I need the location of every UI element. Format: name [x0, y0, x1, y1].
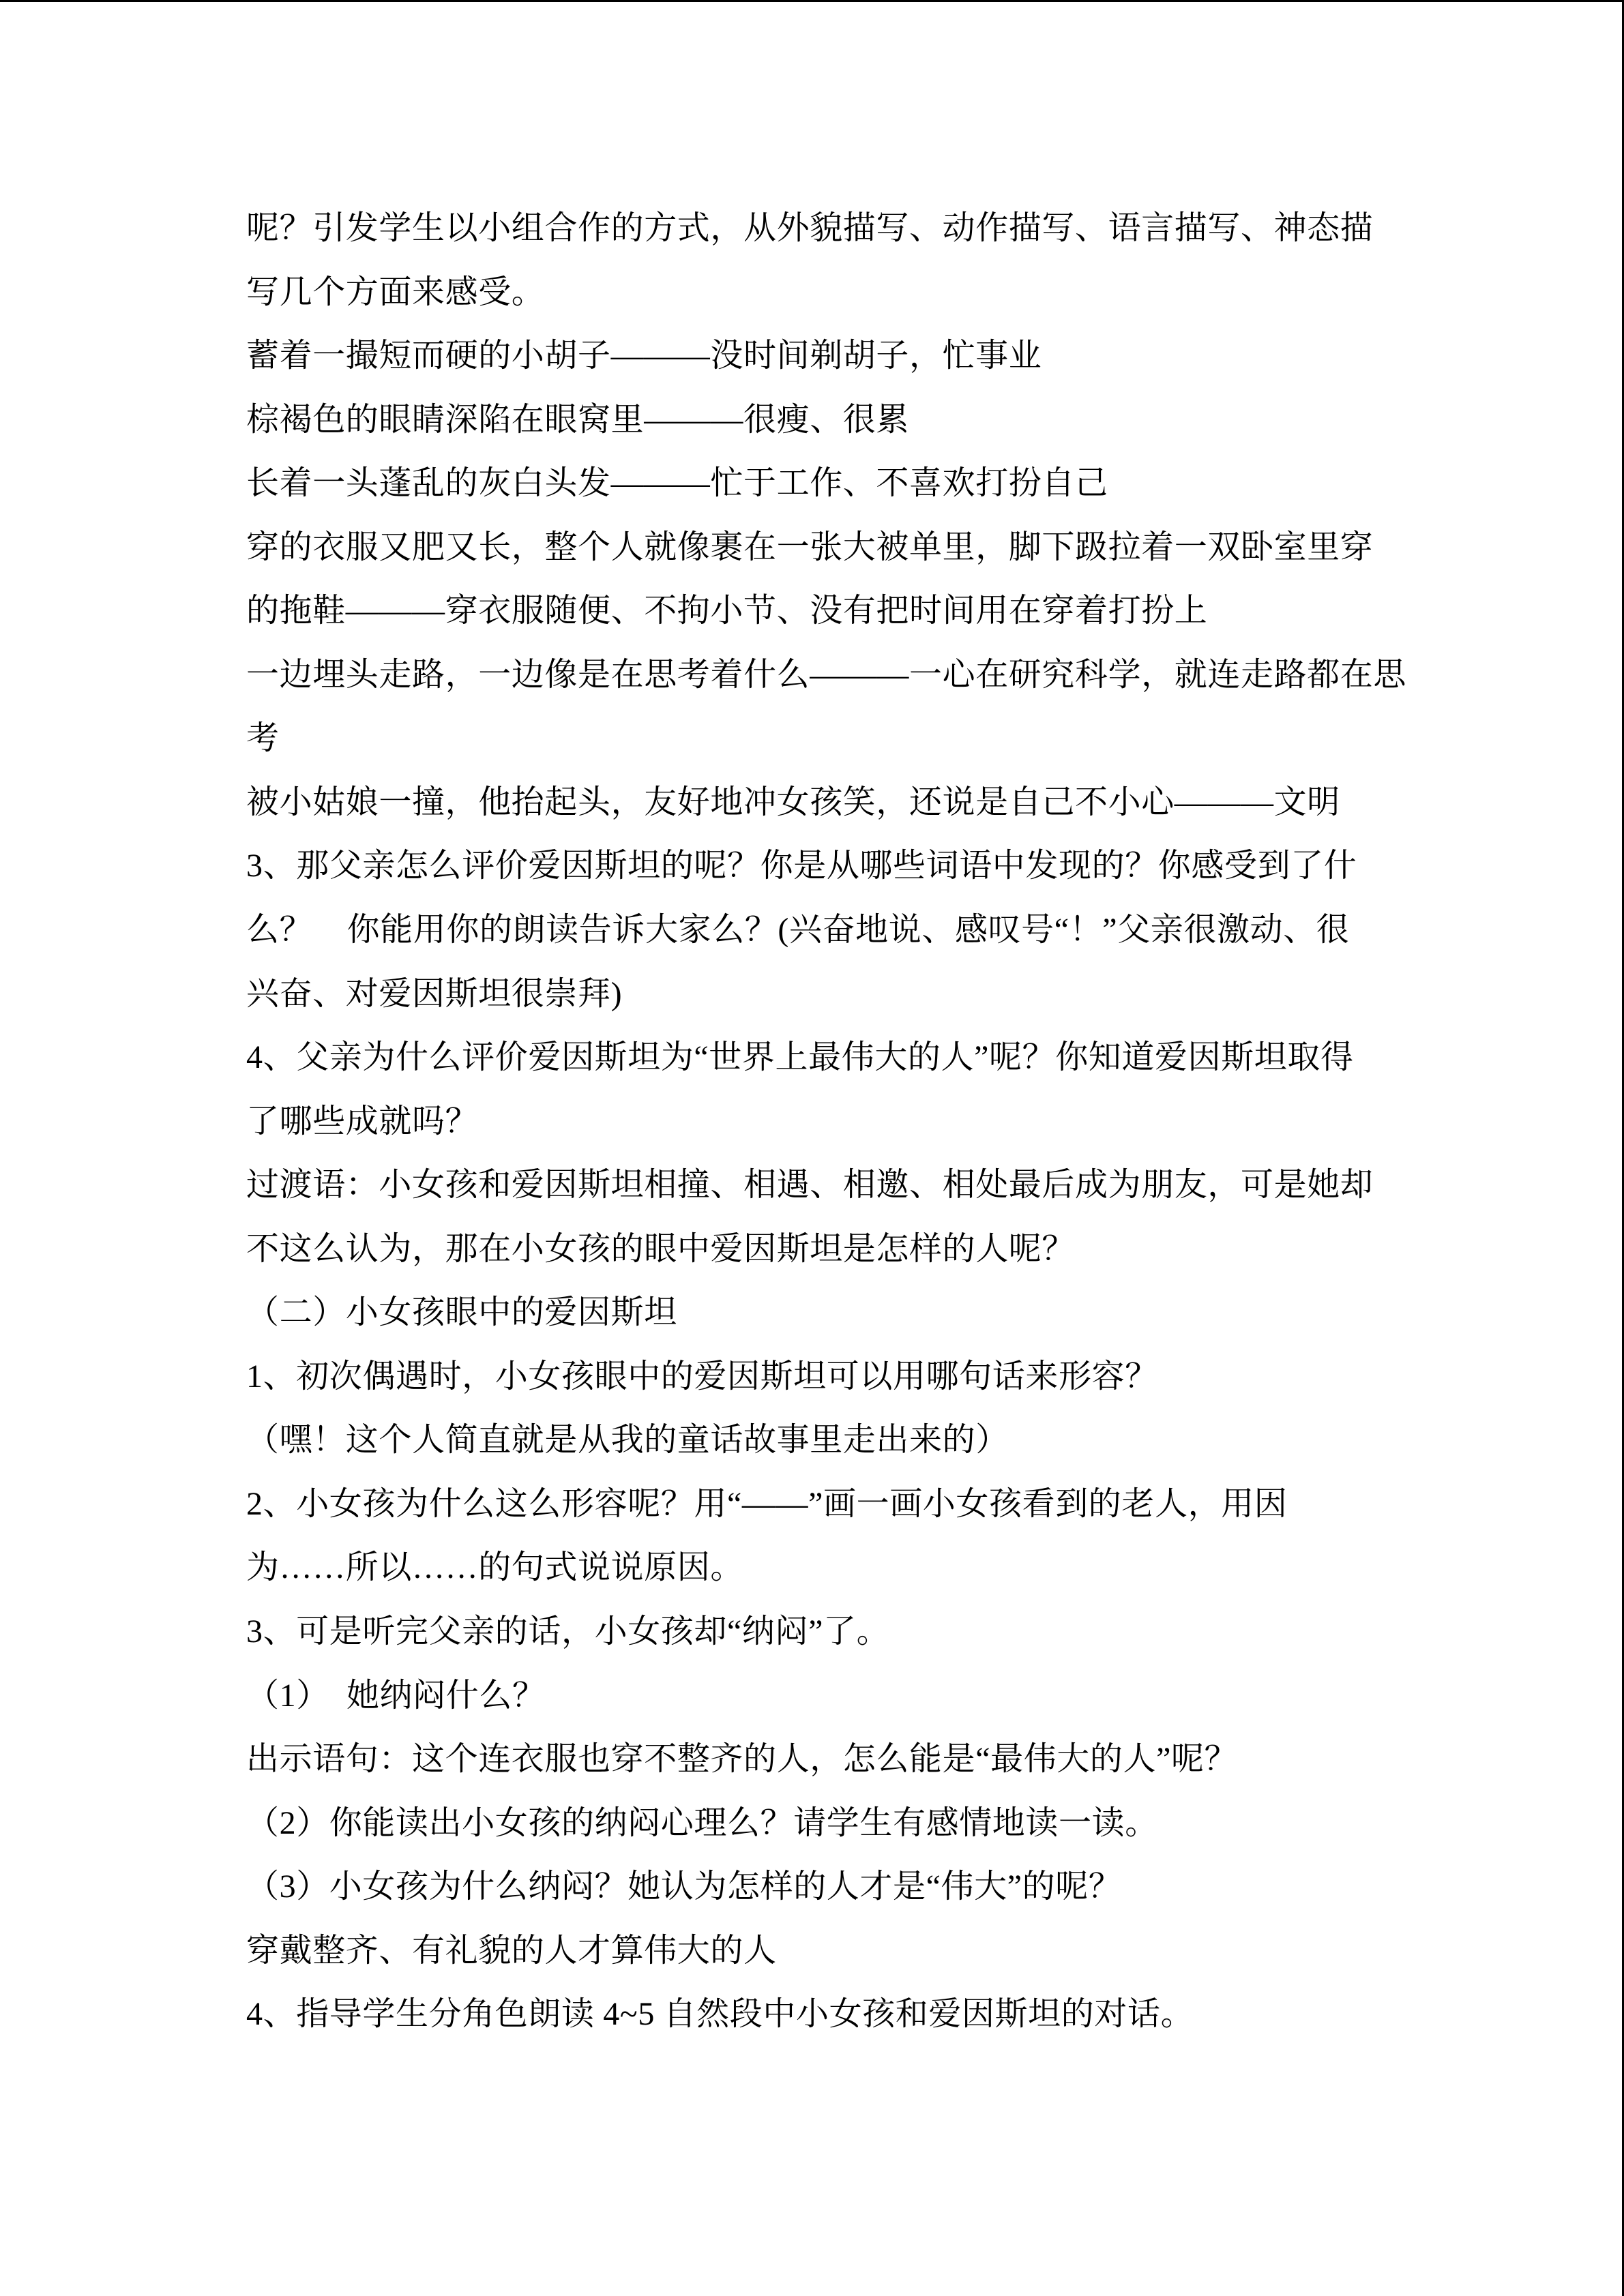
sub-question-line: （2）你能读出小女孩的纳闷心理么？请学生有感情地读一读。 — [246, 1804, 1158, 1841]
question-line: 2、小女孩为什么这么形容呢？用“——”画一画小女孩看到的老人，用因 — [246, 1485, 1288, 1522]
text-line: 出示语句：这个连衣服也穿不整齐的人，怎么能是“最伟大的人”呢？ — [246, 1741, 1238, 1778]
text-line: （嘿！这个人简直就是从我的童话故事里走出来的） — [246, 1422, 1009, 1459]
text-line: 写几个方面来感受。 — [246, 273, 545, 310]
text-line: 蓄着一撮短而硬的小胡子———没时间剃胡子，忙事业 — [246, 338, 1042, 374]
text-line: 么？ 你能用你的朗读告诉大家么？(兴奋地说、感叹号“！”父亲很激动、很 — [246, 912, 1350, 949]
text-line: 为……所以……的句式说说原因。 — [246, 1549, 744, 1586]
question-line: 4、父亲为什么评价爱因斯坦为“世界上最伟大的人”呢？你知道爱因斯坦取得 — [246, 1039, 1354, 1076]
sub-question-line: （3）小女孩为什么纳闷？她认为怎样的人才是“伟大”的呢？ — [246, 1868, 1122, 1905]
sub-question-line: （1） 她纳闷什么？ — [246, 1677, 546, 1714]
text-line: 兴奋、对爱因斯坦很崇拜) — [246, 975, 623, 1012]
text-line: 的拖鞋———穿衣服随便、不拘小节、没有把时间用在穿着打扮上 — [246, 593, 1208, 629]
text-line: 被小姑娘一撞，他抬起头，友好地冲女孩笑，还说是自己不小心———文明 — [246, 784, 1340, 820]
question-line: 3、可是听完父亲的话，小女孩却“纳闷”了。 — [246, 1613, 890, 1650]
text-line: 棕褐色的眼睛深陷在眼窝里———很瘦、很累 — [246, 401, 910, 438]
text-line: 穿的衣服又肥又长，整个人就像裹在一张大被单里，脚下趿拉着一双卧室里穿 — [246, 528, 1374, 565]
text-line: 不这么认为，那在小女孩的眼中爱因斯坦是怎样的人呢？ — [246, 1230, 1076, 1267]
text-line: 穿戴整齐、有礼貌的人才算伟大的人 — [246, 1932, 777, 1969]
text-line: 一边埋头走路，一边像是在思考着什么———一心在研究科学，就连走路都在思 — [246, 656, 1407, 693]
question-line: 4、指导学生分角色朗读 4~5 自然段中小女孩和爱因斯坦的对话。 — [246, 1996, 1194, 2033]
text-line: 呢？引发学生以小组合作的方式，从外貌描写、动作描写、语言描写、神态描 — [246, 210, 1374, 246]
text-line: 考 — [246, 720, 280, 757]
transition-line: 过渡语：小女孩和爱因斯坦相撞、相遇、相邀、相处最后成为朋友，可是她却 — [246, 1167, 1374, 1204]
question-line: 1、初次偶遇时，小女孩眼中的爱因斯坦可以用哪句话来形容？ — [246, 1358, 1158, 1395]
document-body — [246, 196, 1407, 2046]
text-line: 长着一头蓬乱的灰白头发———忙于工作、不喜欢打扮自己 — [246, 465, 1108, 502]
text-line: 了哪些成就吗？ — [246, 1103, 479, 1139]
section-heading: （二）小女孩眼中的爱因斯坦 — [246, 1294, 677, 1331]
question-line: 3、那父亲怎么评价爱因斯坦的呢？你是从哪些词语中发现的？你感受到了什 — [246, 848, 1357, 884]
